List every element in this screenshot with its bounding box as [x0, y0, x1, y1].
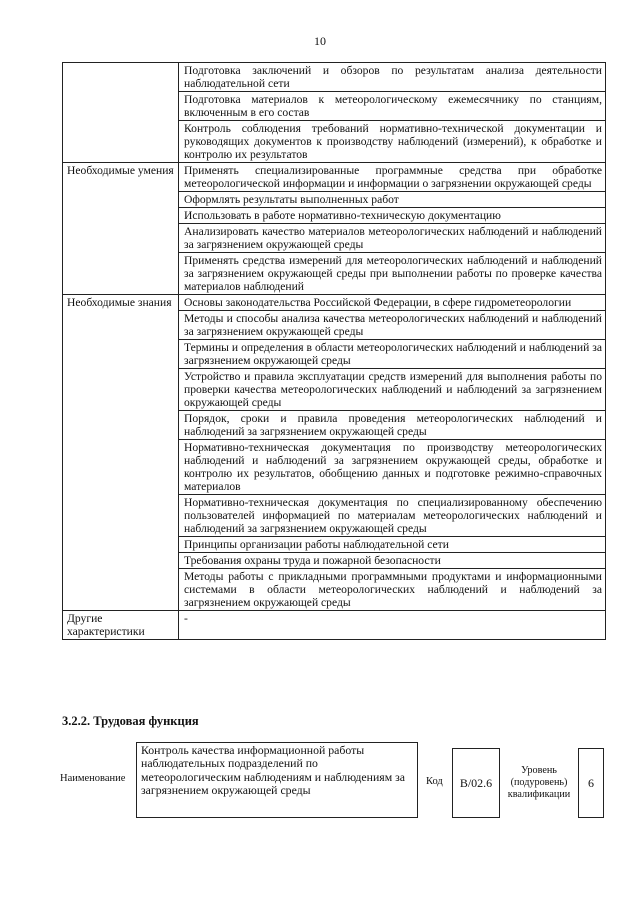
section-title: 3.2.2. Трудовая функция: [62, 714, 199, 728]
table-row: [63, 611, 606, 640]
table-cell: Нормативно-техническая документация по специализированному обеспечению пользователей информацией по материалам метеорологических наблюдений и наблюдений за загрязнением окружающей среды: [179, 495, 606, 537]
requirements-table: [62, 62, 606, 640]
function-name-label: Наименование: [60, 773, 126, 784]
table-cell: -: [179, 611, 606, 640]
table-cell: Нормативно-техническая документация по производству метеорологических наблюдений и наблюдений за загрязнением окружающей среды, обработке и контролю их результатов, обобщению данных и подготовке режимно-справочных материалов: [179, 440, 606, 495]
table-cell: Термины и определения в области метеорологических наблюдений и наблюдений за загрязнением окружающей среды: [179, 340, 606, 369]
table-cell: Принципы организации работы наблюдательной сети: [179, 537, 606, 553]
row-group-label: Необходимые умения: [63, 163, 179, 295]
table-cell: Подготовка материалов к метеорологическому ежемесячнику по станциям, включенным в его состав: [179, 92, 606, 121]
table-cell: Требования охраны труда и пожарной безопасности: [179, 553, 606, 569]
requirements-table-body: [63, 63, 606, 640]
table-row: [63, 163, 606, 192]
table-cell: Использовать в работе нормативно-техническую документацию: [179, 208, 606, 224]
table-cell: Устройство и правила эксплуатации средств измерений для выполнения работы по проверки качества метеорологических наблюдений и наблюдений за загрязнением окружающей среды: [179, 369, 606, 411]
table-cell: Методы работы с прикладными программными продуктами и информационными системами в области метеорологических наблюдений и наблюдений за загрязнением окружающей среды: [179, 569, 606, 611]
table-cell: Подготовка заключений и обзоров по результатам анализа деятельности наблюдательной сети: [179, 63, 606, 92]
table-cell: Контроль соблюдения требований нормативно-технической документации и руководящих документов к производству наблюдений (измерений), к обработке и контролю их результатов: [179, 121, 606, 163]
table-cell: Применять специализированные программные средства при обработке метеорологической информации и информации о загрязнении окружающей среды: [179, 163, 606, 192]
table-cell: Анализировать качество материалов метеорологических наблюдений и наблюдений за загрязнением окружающей среды: [179, 224, 606, 253]
qualification-level-value: 6: [578, 748, 604, 818]
page-number: 10: [314, 34, 326, 48]
row-group-label: Другие характеристики: [63, 611, 179, 640]
row-group-label: [63, 63, 179, 163]
table-cell: Применять средства измерений для метеорологических наблюдений и наблюдений за загрязнением окружающей среды при выполнении работы по проверке качества материалов наблюдений: [179, 253, 606, 295]
table-cell: Методы и способы анализа качества метеорологических наблюдений и наблюдений за загрязнением окружающей среды: [179, 311, 606, 340]
table-cell: Оформлять результаты выполненных работ: [179, 192, 606, 208]
table-cell: Порядок, сроки и правила проведения метеорологических наблюдений и наблюдений за загрязнением окружающей среды: [179, 411, 606, 440]
function-code-label: Код: [426, 776, 443, 787]
table-row: [63, 63, 606, 92]
table-row: [63, 295, 606, 311]
function-name-value: Контроль качества информационной работы наблюдательных подразделений по метеорологическим наблюдениям и наблюдениям за загрязнением окружающей среды: [136, 742, 418, 818]
qualification-level-label: Уровень (подуровень) квалификации: [507, 765, 571, 800]
row-group-label: Необходимые знания: [63, 295, 179, 611]
table-cell: Основы законодательства Российской Федерации, в сфере гидрометеорологии: [179, 295, 606, 311]
function-code-value: B/02.6: [452, 748, 500, 818]
